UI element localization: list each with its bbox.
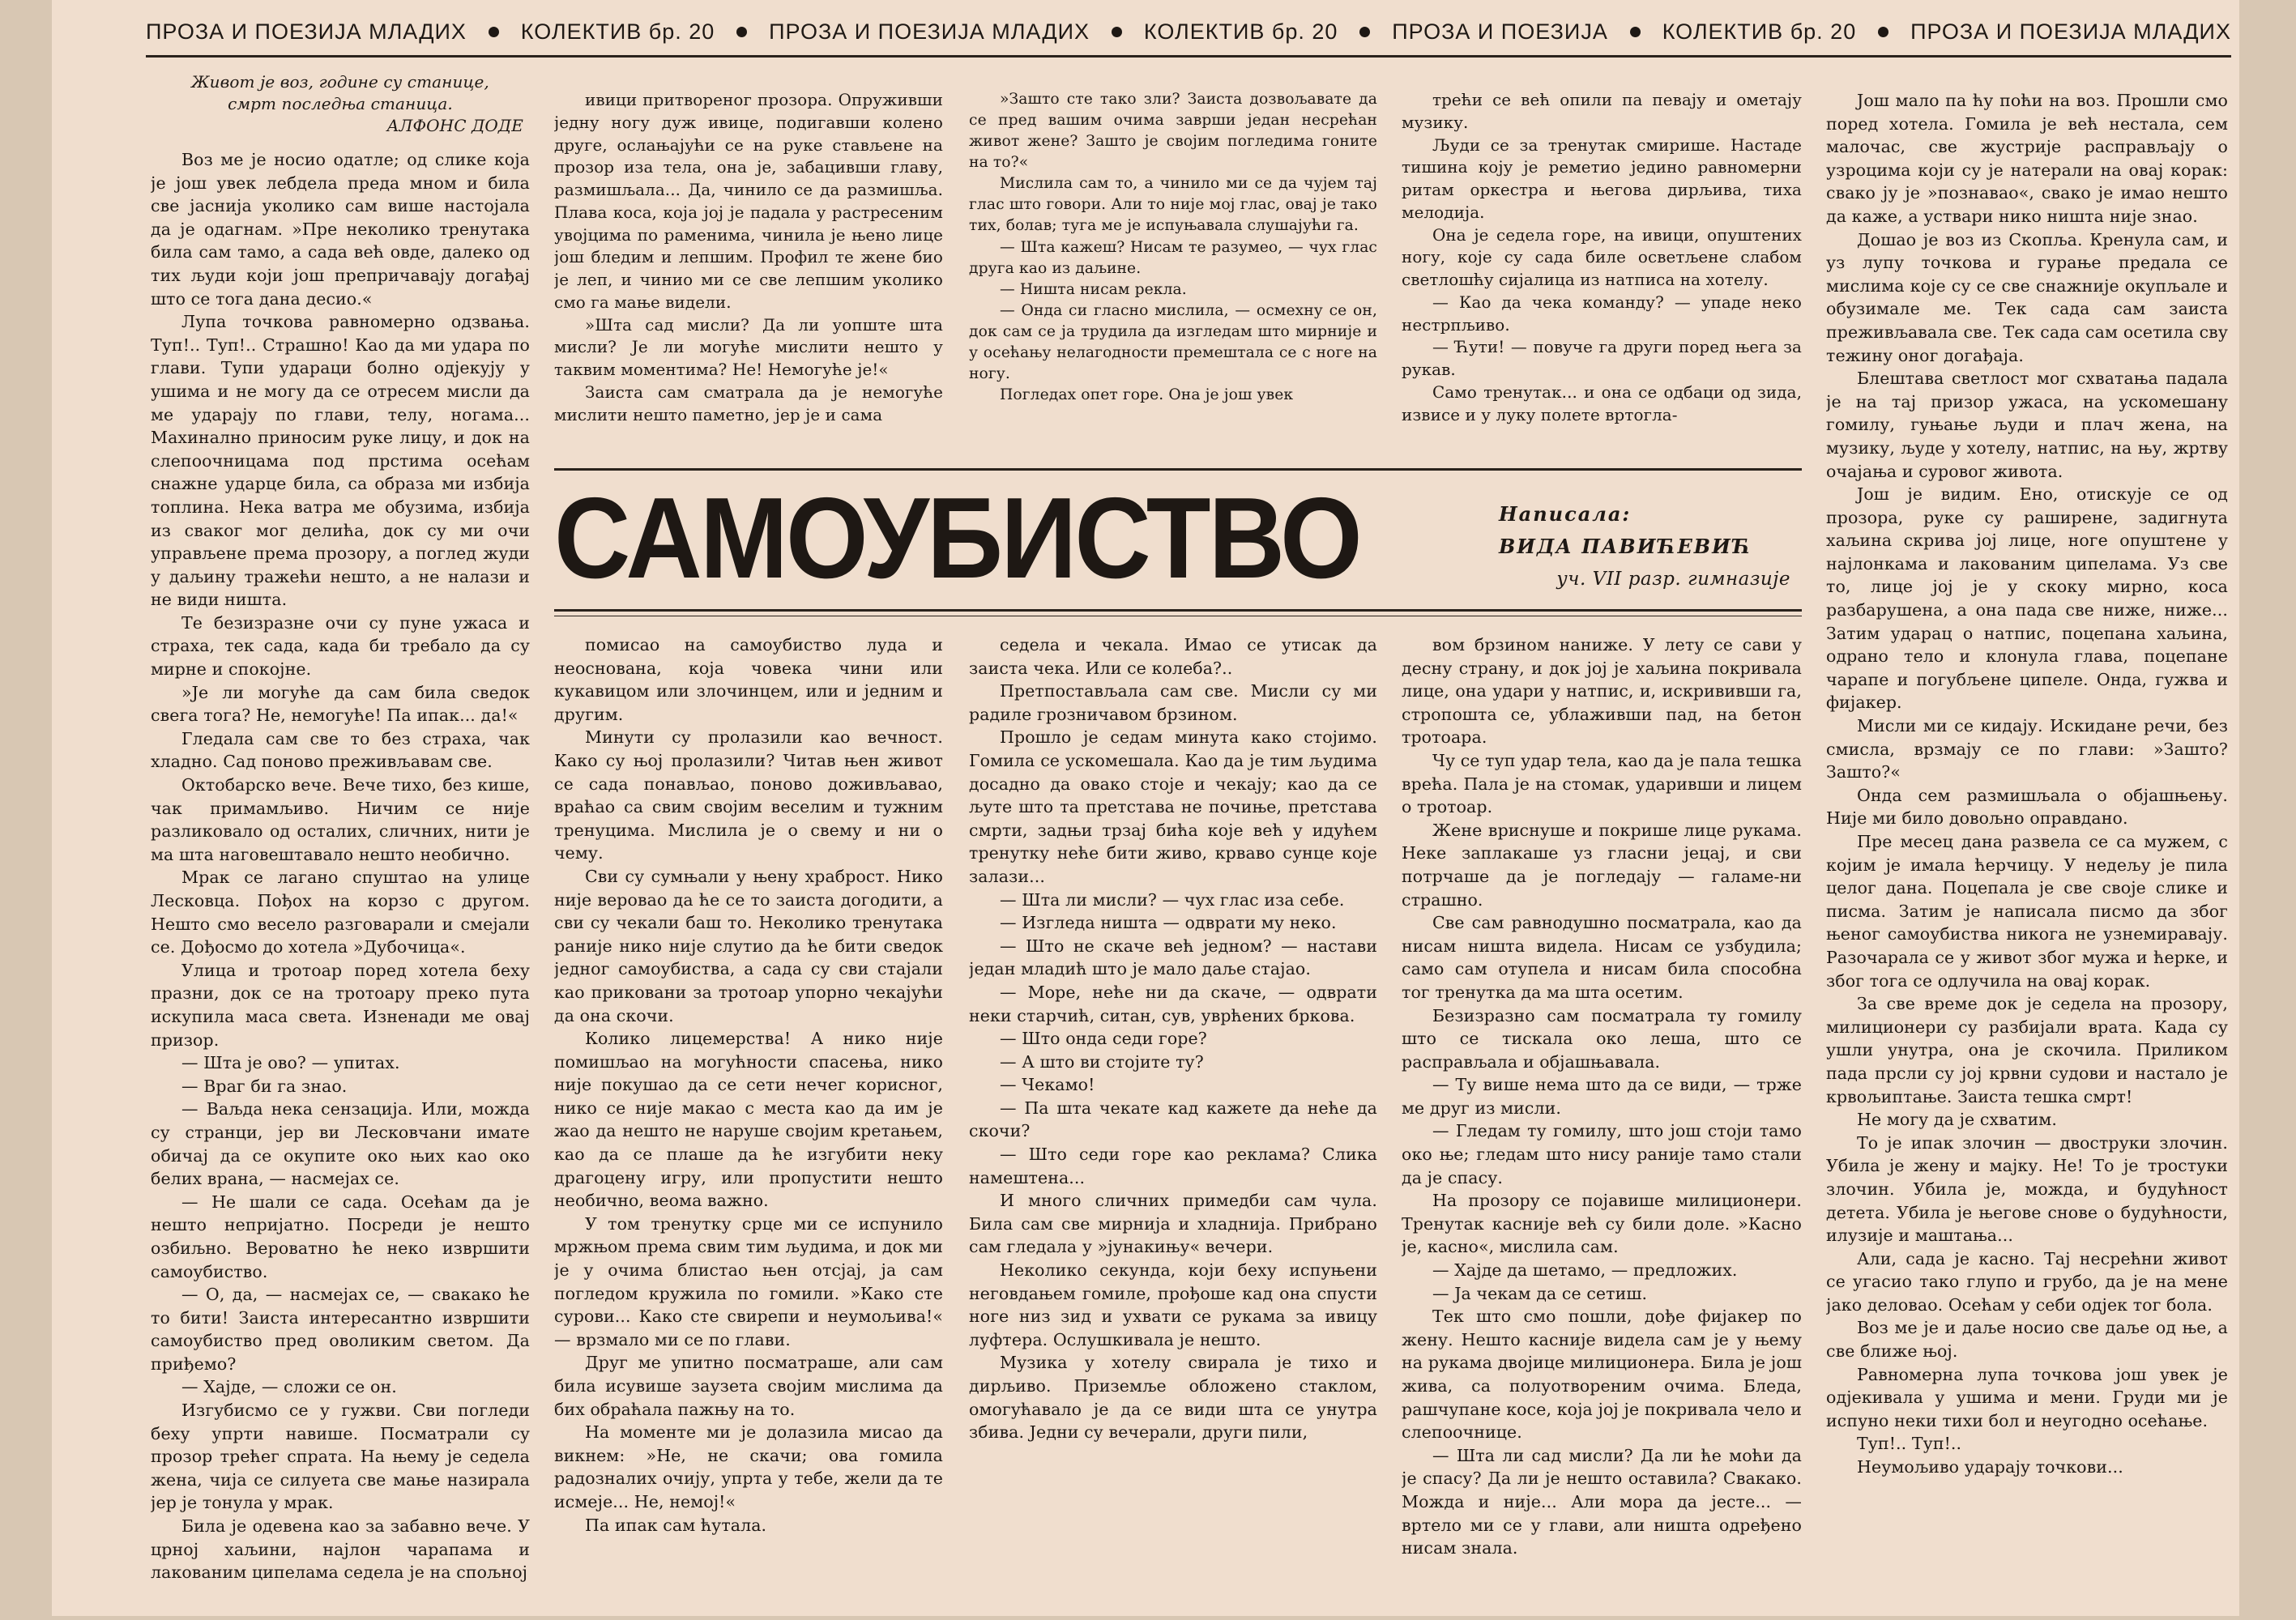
paragraph: — Враг би га знао. bbox=[181, 1076, 348, 1096]
bullet-icon bbox=[1630, 27, 1641, 37]
article-column-3-top bbox=[969, 89, 1377, 429]
column-body bbox=[554, 633, 943, 1537]
paragraph: Не могу да је схватим. bbox=[1857, 1110, 2057, 1130]
paragraph: Октобарско вече. Вече тихо, без кише, чак примамљиво. Ничим се није разликовало од осталих, сличних, нити је ма шта наговештавало нешто необично. bbox=[151, 775, 530, 864]
paragraph: Мислила сам то, а чинило ми се да чујем тај глас што говори. Али то није мој глас, овај је тако тих, болав; туга ме је испуњавала слушајући га. bbox=[969, 175, 1377, 235]
header-item: ПРОЗА И ПОЕЗИЈА МЛАДИХ bbox=[769, 19, 1090, 44]
paragraph: Воз ме је носио одатле; од слике која је још увек лебдела преда мном и била све јаснија уколико сам више настојала да је одагнам. »Пре неколико тренутака била сам тамо, а сада већ овде, далеко од тих људи који још препричавају догађај што се тога дана десио.« bbox=[151, 150, 530, 309]
paragraph: Па ипак сам ћутала. bbox=[585, 1515, 767, 1535]
paragraph: — Не шали се сада. Осећам да је нешто непријатно. Посреди је нешто озбиљно. Вероватно ће неко извршити самоубиство. bbox=[151, 1192, 530, 1281]
paragraph: Мрак се лагано спуштао на улице Лесковца. Пођох на корзо с другом. Нешто смо весело разговарали и смејали се. Дођосмо до хотела »Дубочица«. bbox=[151, 868, 530, 957]
paragraph: На прозору се појавише милиционери. Тренутак касније већ су били доле. »Касно је, касно«, мислила сам. bbox=[1402, 1191, 1802, 1257]
paragraph: — Ништа нисам рекла. bbox=[1000, 280, 1187, 298]
paragraph: Мисли ми се кидају. Искидане речи, без смисла, врзмају се по глави: »Зашто? Зашто?« bbox=[1826, 716, 2228, 782]
header-item: КОЛЕКТИВ бр. 20 bbox=[1143, 19, 1338, 44]
bullet-icon bbox=[489, 27, 499, 37]
header-item: ПРОЗА И ПОЕЗИЈА МЛАДИХ bbox=[1910, 19, 2231, 44]
article-title: САМОУБИСТВО bbox=[554, 474, 1360, 603]
column-body bbox=[969, 89, 1377, 406]
paragraph: У том тренутку срце ми се испунило мржњом према свим тим људима, и док ми је у очима блистао њен отсјај, ја сам погледом кружила по гомили. »Како сте сурови... Како сте свирепи и неумољива!« — врзмало ми се по глави. bbox=[554, 1213, 943, 1349]
header-item: ПРОЗА И ПОЕЗИЈА МЛАДИХ bbox=[146, 19, 467, 44]
paragraph: Онда сем размишљала о објашњењу. Није ми било довољно оправдано. bbox=[1826, 785, 2228, 829]
header-item: КОЛЕКТИВ бр. 20 bbox=[520, 19, 715, 44]
paragraph: Минути су пролазили као вечност. Како су њој пролазили? Читав њен живот се сада понављао, поново доживљавао, враћао са свим својим веселим и тужним тренуцима. Мислила је о свему и ни о чему. bbox=[554, 727, 943, 863]
paragraph: Друг ме упитно посматраше, али сам била исувише заузета својим мислима да бих обраћала пажњу на то. bbox=[554, 1353, 943, 1419]
paragraph: — Ваљда нека сензација. Или, можда су странци, јер ви Лесковчани имате обичај да се окупите око њих као око белих врана, — насмејах се. bbox=[151, 1099, 530, 1189]
author-name: ВИДА ПАВИЋЕВИЋ bbox=[1499, 535, 1752, 558]
paragraph: Безизразно сам посматрала ту гомилу што се тискала око леша, што се распрaвљала и објашњавала. bbox=[1402, 1005, 1802, 1072]
paragraph: Погледах опет горе. Она је још увек bbox=[1000, 386, 1294, 404]
epigraph-text: Живот је воз, године су станице, смрт последња станица. bbox=[191, 72, 489, 113]
paragraph: Чу се туп удар тела, као да је пала тешка врећа. Пала је на стомак, ударивши и лицем о тротоар. bbox=[1402, 750, 1802, 817]
paragraph: Те безизразне очи су пуне ужаса и страха, тек сада, када би требало да су мирне и спокојне. bbox=[151, 612, 530, 680]
paragraph: Сви су сумњали у њену храброст. Нико није веровао да ће се то заиста догодити, а сви су чекали баш то. Неколико тренутака раније нико није слутио да ће бити сведок једног самоубиства, а сада су сви стајали као приковани за тротоар упорно чекајући да она скочи. bbox=[554, 866, 943, 1025]
paragraph: Тек што смо пошли, дође фијакер по жену. Нешто касније видела сам је у њему на рукама двојице милиционера. Била је још жива, са полуотвореним очима. Бледа, рашчупане косе, која јој је покривала чело и слепоочнице. bbox=[1402, 1307, 1802, 1443]
byline bbox=[1499, 498, 1790, 595]
paragraph: — Шта кажеш? Нисам те разумео, — чух глас друга као из даљине. bbox=[969, 238, 1377, 277]
paragraph: И много сличних примедби сам чула. Била сам све мирнија и хладнија. Прибрано сам гледала у »јунакињу« вечери. bbox=[969, 1191, 1377, 1257]
paragraph: Колико лицемерства! А нико није помишљао на могућности спасења, нико није покушао да се сети нечег корисног, нико се није макао с места као да им је жао да нешто не наруше својим кретањем, као да се плаше да ће изгубити неку драгоцену игру, или пропустити нешто необично, веома важно. bbox=[554, 1029, 943, 1211]
paragraph: — Ту више нема што да се види, — трже ме друг из мисли. bbox=[1402, 1075, 1802, 1118]
page-header bbox=[146, 15, 2231, 58]
article-column-5 bbox=[1826, 89, 2228, 1596]
paragraph: Прошло је седам минута како стојимо. Гомила се ускомешала. Као да је тим људима досадно да овако стоје и чекају; као да се љуте што та претстава не почиње, претстава смрти, задњи трзај бића које већ у идућем тренутку неће бити живо, крваво сунце које залази... bbox=[969, 727, 1377, 886]
paragraph: Али, сада је касно. Тај несрећни живот се угасио тако глупо и грубо, да је на мене јако деловао. Осећам у себи одјек тог бола. bbox=[1826, 1248, 2228, 1315]
paragraph: трећи се већ опили па певају и ометају музику. bbox=[1402, 91, 1802, 132]
paragraph: — Па шта чекате кад кажете да неће да скочи? bbox=[969, 1098, 1377, 1141]
bullet-icon bbox=[736, 27, 747, 37]
paragraph: Све сам равнодушно посматрала, као да нисам ништа видела. Нисам се узбудила; само сам отупела и нисам била способна тог тренутка да ма шта осетим. bbox=[1402, 913, 1802, 1002]
article-column-4-bottom bbox=[1402, 633, 1802, 1589]
paragraph: — Онда си гласно мислила, — осмехну се он, док сам се ја трудила да изгледам што мирније и у осећању нелагодности премештала се с ноге на ногу. bbox=[969, 301, 1377, 383]
paragraph: Људи се за тренутак смирише. Настаде тишина коју је реметио једино равномерни ритам оркестра и његова дирљива, тиха мелодија. bbox=[1402, 135, 1802, 222]
paragraph: — Ћути! — повуче га други поред њега за рукав. bbox=[1402, 338, 1802, 380]
paragraph: Воз ме је и даље носио све даље од ње, а све ближе њој. bbox=[1826, 1318, 2228, 1362]
paragraph: — Изгледа ништа — одврати му неко. bbox=[1000, 913, 1337, 933]
author-school: уч. VII разр. гимназије bbox=[1556, 569, 1790, 590]
paragraph: Претпостављала сам све. Мисли су ми радиле грозничавом брзином. bbox=[969, 681, 1377, 724]
article-column-4-top bbox=[1402, 89, 1802, 429]
epigraph-author: АЛФОНС ДОДЕ bbox=[386, 116, 523, 135]
paragraph: — Што седи горе као реклама? Слика намештена... bbox=[969, 1145, 1377, 1187]
paragraph: Блештава светлост мог схватања падала је на тај призор ужаса, на ускомешану гомилу, гуњање људи и плач жена, на музику, људе у хотелу, натпис, на њу, жртву очајања и суровог живота. bbox=[1826, 369, 2228, 481]
paragraph: — Што не скаче већ једном? — настави један младић што је мало даље стајао. bbox=[969, 936, 1377, 979]
column-body bbox=[151, 148, 530, 1584]
column-body bbox=[1402, 633, 1802, 1560]
paragraph: Заиста сам сматрала да је немогуће мислити нешто паметно, јер је и сама bbox=[554, 382, 943, 424]
paragraph: »Је ли могуће да сам била сведок свега тога? Не, немогуће! Па ипак... да!« bbox=[151, 682, 530, 726]
column-body bbox=[1826, 89, 2228, 1479]
article-column-1 bbox=[151, 71, 530, 1594]
paragraph: — Море, неће ни да скаче, — одврати неки старчић, ситан, сув, уврћених бркова. bbox=[969, 982, 1377, 1025]
bullet-icon bbox=[1112, 27, 1122, 37]
epigraph bbox=[151, 71, 530, 137]
paragraph: Још мало па ћу поћи на воз. Прошли смо поред хотела. Гомила је већ нестала, сем малочас, све жустрије расправљају о узроцима који су је натерали на овај корак: свако ју је »познавао«, свако је имао нешто да каже, а уствари нико ништа није знао. bbox=[1826, 91, 2228, 226]
paragraph: — Хајде да шетамо, — предложих. bbox=[1432, 1260, 1738, 1281]
paragraph: Неколико секунда, који беху испуњени неговдањем гомиле, прођоше кад она спусти ноге низ зид и ухвати се рукама за ивицу луфтера. Ослушкивала је нешто. bbox=[969, 1260, 1377, 1349]
paragraph: Још је видим. Ено, отискује се од прозора, руке су раширене, задигнута хаљина скрива јој лице, ноге опуштене у најлонкама и лакованим ципелама. Уз све то, лице јој је у скоку мирно, коса разбарушена, а она пада све ниже, ниже... Затим ударац о натпис, поцепана хаљина, одрано тело и клонула глава, поцепане чарапе и погубљене ципеле. Онда, гужва и фијакер. bbox=[1826, 484, 2228, 713]
header-item: КОЛЕКТИВ бр. 20 bbox=[1662, 19, 1857, 44]
paragraph: То је ипак злочин — двоструки злочин. Убила је жену и мајку. Не! То је тростуки злочин. Убила је, можда, и будућност детета. Убила је његове снове о будућности, илузије и маштања... bbox=[1826, 1132, 2228, 1246]
byline-label: Написала: bbox=[1499, 502, 1632, 526]
paragraph: Улица и тротоар поред хотела беху празни, док се на тротоару преко пута искупила маса света. Изненади ме овај призор. bbox=[151, 960, 530, 1050]
article-column-2-bottom bbox=[554, 633, 943, 1589]
title-bottom-rule bbox=[554, 609, 1802, 612]
paragraph: Музика у хотелу свирала је тихо и дирљиво. Приземље обложено стаклом, омогућавало је да се види шта се унутра збива. Једни су вечерали, други пили, bbox=[969, 1353, 1377, 1443]
paragraph: Жене вриснуше и покрише лице рукама. Неке заплакаше уз гласни јецај, и сви потрчаше да је погледају — галаме-ни страшно. bbox=[1402, 820, 1802, 910]
header-item: ПРОЗА И ПОЕЗИЈА bbox=[1392, 19, 1608, 44]
paragraph: Изгубисмо се у гужви. Сви погледи беху упрти навише. Посматрали су прозор трећег спрата. На њему је седела жена, чија се силуета све мање назирала јер је тонула у мрак. bbox=[151, 1400, 530, 1513]
column-body bbox=[969, 633, 1377, 1444]
paragraph: Неумољиво ударају точкови... bbox=[1857, 1457, 2123, 1477]
paragraph: — Хајде, — сложи се он. bbox=[181, 1377, 397, 1397]
paragraph: Равномерна лупа точкова још увек је одјекивала у ушима и мени. Груди ми је испуно неки тихи бол и неугодно осећање. bbox=[1826, 1364, 2228, 1430]
paragraph: — Шта ли мисли? — чух глас иза себе. bbox=[1000, 889, 1345, 910]
paragraph: — О, да, — насмејах се, — свакако ће то бити! Заиста интересантно извршити самоубиство пред оволиким светом. Да приђемо? bbox=[151, 1285, 530, 1374]
paragraph: ивици притвореног прозора. Опруживши једну ногу дуж ивице, подигавши колено друге, ослањајући се на руке стављене на прозор иза тела, она је, забацивши главу, размишљала... Да, чинило се да размишља. Плава коса, која јој је падала у растресеним увојцима по раменима, чинила је њено лице још бледим и лепшим. Профил те жене био је леп, и чинио ми се све лепшим уколико смо га мање видели. bbox=[554, 91, 943, 312]
paragraph: помисао на самоубиство луда и неоснована, која човека чини или кукавицом или злочинцем, или и једним и другим. bbox=[554, 635, 943, 724]
paragraph: За све време док је седела на прозору, милиционери су разбијали врата. Када су ушли унутра, она је скочила. Приликом пада прсли су јој крвни судови и настало је крвољиптање. Заиста тешка смрт! bbox=[1826, 994, 2228, 1106]
paragraph: Само тренутак... и она се одбаци од зида, извисе и у луку полете вртогла- bbox=[1402, 382, 1802, 424]
paragraph: »Зашто сте тако зли? Заиста дозвољавате да се пред вашим очима заврши један несрећан живот жене? Зашто је својим погледима гоните на то?« bbox=[969, 91, 1377, 172]
paragraph: — Чекамо! bbox=[1000, 1075, 1095, 1095]
paragraph: Она је седела горе, на ивици, опуштених ногу, које су сада биле осветљене слабом светлошћу сијалица из натписа на хотелу. bbox=[1402, 225, 1802, 290]
paragraph: Дошао је воз из Скопља. Кренула сам, и уз лупу точкова и гурање предала се мислима које су се све снажније окупљале и обузимале ме. Тек сада сам заиста преживљавала све. Тек сада сам осетила сву тежину оног догађаја. bbox=[1826, 229, 2228, 365]
paragraph: — Ја чекам да се сетиш. bbox=[1432, 1283, 1648, 1303]
paragraph: Била је одевена као за забавно вече. У црној хаљини, најлон чарапама и лакованим ципелама седела је на спољној bbox=[151, 1516, 530, 1583]
paragraph: — Као да чека команду? — упаде неко нестрпљиво. bbox=[1402, 292, 1802, 335]
article-column-3-bottom bbox=[969, 633, 1377, 1589]
paragraph: — Гледам ту гомилу, што још стоји тамо око ње; гледам што нису раније тамо стали да је спасу. bbox=[1402, 1121, 1802, 1187]
paragraph: »Шта сад мисли? Да ли уопште шта мисли? Је ли могуће мислити нешто у таквим моментима? Не! Немогуће је!« bbox=[554, 315, 943, 380]
title-top-rule bbox=[554, 468, 1802, 471]
paragraph: — Шта ли сад мисли? Да ли ће моћи да је спасу? Да ли је нешто оставила? Свакако. Можда и није... Али мора да јесте... — вртело ми се у глави, али ништа одређено нисам знала. bbox=[1402, 1445, 1802, 1558]
paragraph: Лупа точкова равномерно одзвања. Туп!.. Туп!.. Страшно! Као да ми удара по глави. Тупи удараци болно одјекују у ушима и не могу да се отресем мисли да ме ударају по глави, телу, ногама... Махинално приносим руке лицу, и док на слепоочницама под прстима осећам снажне ударце била, са образа ми избија топлина. Нека ватра ме обузима, избија из сваког мог делића, док су ми очи управљене према прозору, а поглед жуди у даљину тражећи нешто, а не налази и не види ништа. bbox=[151, 312, 530, 610]
paragraph: Пре месец дана развела се са мужем, с којим је имала ћерчицу. У недељу је пила целог дана. Поцепала је све своје слике и писма. Затим је написала писмо да због њеног самоубиства никога не узнемиравају. Разочарала се у живот због мужа и ћерке, и због тога се одлучила на овај корак. bbox=[1826, 832, 2228, 991]
paragraph: На моменте ми је долазила мисао да викнем: »Не, не скачи; ова гомила радозналих очију, упрта у тебе, жели да те исмеје... Не, немој!« bbox=[554, 1422, 943, 1511]
bullet-icon bbox=[1878, 27, 1888, 37]
paragraph: седела и чекала. Имао се утисак да заиста чека. Или се колеба?.. bbox=[969, 635, 1377, 678]
column-body bbox=[554, 89, 943, 426]
article-column-2-top bbox=[554, 89, 943, 429]
paragraph: Туп!.. Туп!.. bbox=[1857, 1434, 1962, 1454]
paragraph: Гледала сам све то без страха, чак хладно. Сад поново преживљавам све. bbox=[151, 728, 530, 772]
column-body bbox=[1402, 89, 1802, 426]
paragraph: — Што онда седи горе? bbox=[1000, 1029, 1207, 1049]
bullet-icon bbox=[1359, 27, 1370, 37]
paragraph: вом брзином наниже. У лету се сави у десну страну, и док јој је хаљина покривала лице, она удари у натпис, и, искрививши га, стропошта се, ублаживши пад, на бетон тротоара. bbox=[1402, 635, 1802, 748]
paragraph: — Шта је ово? — упитах. bbox=[181, 1053, 400, 1073]
paragraph: — А што ви стојите ту? bbox=[1000, 1051, 1204, 1072]
